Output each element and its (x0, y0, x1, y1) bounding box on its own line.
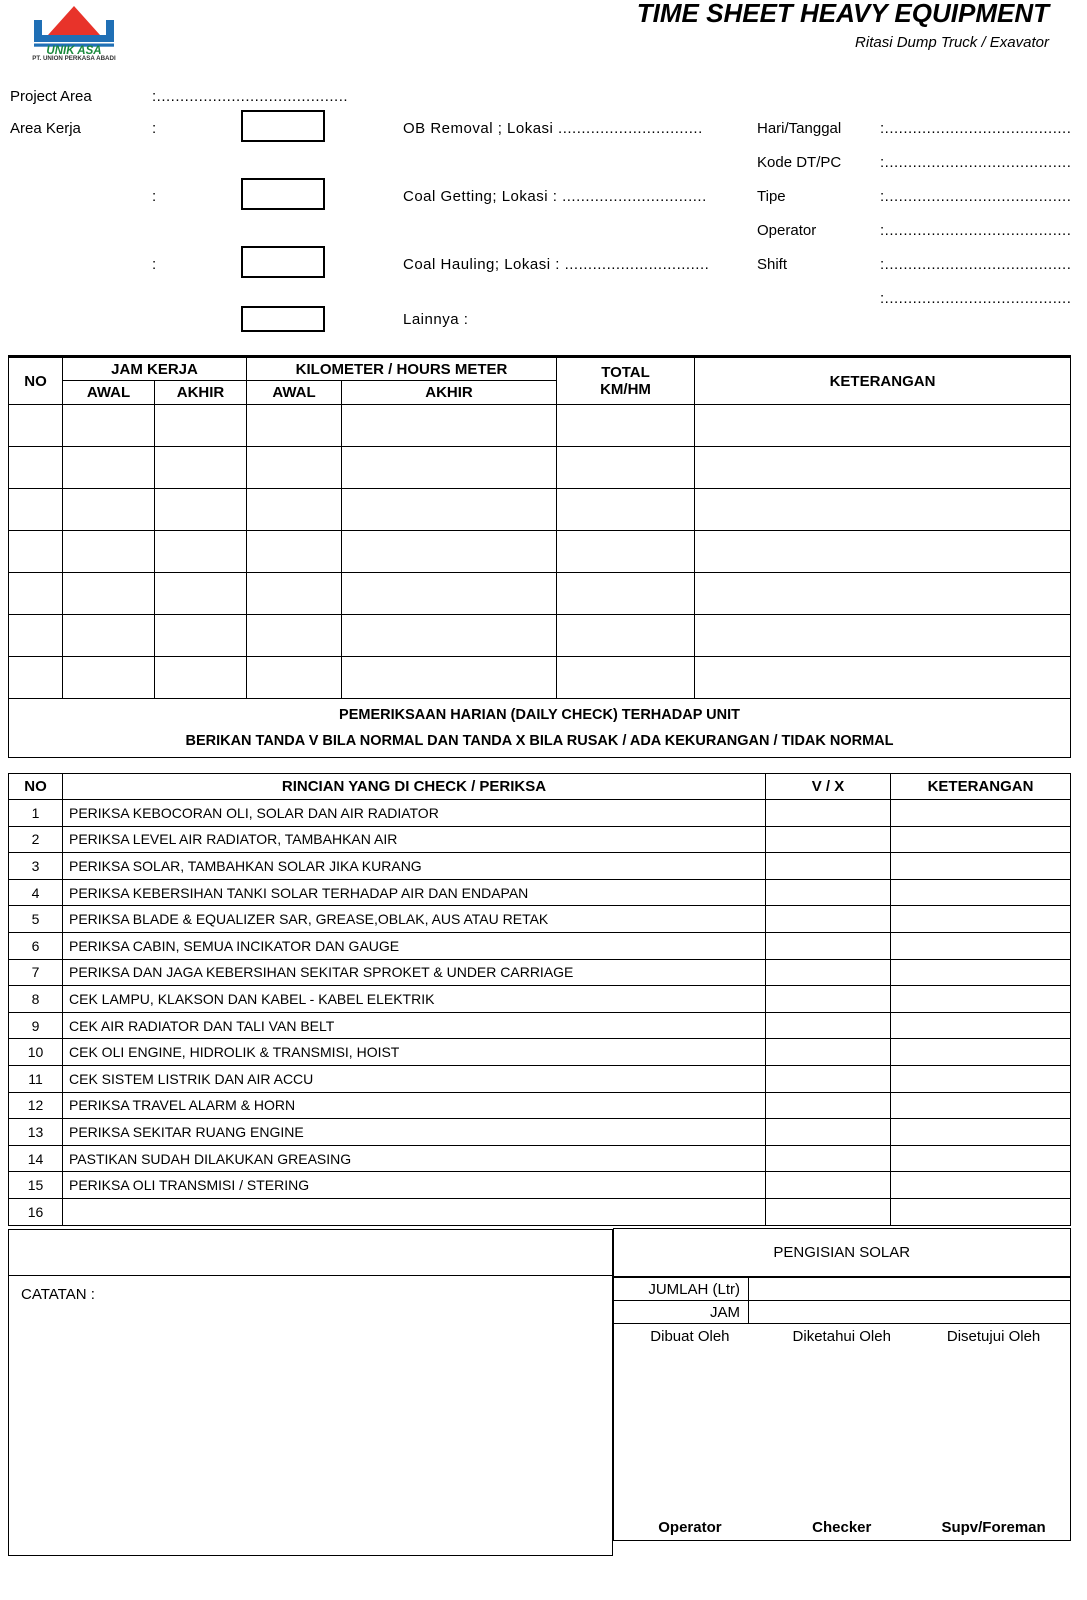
checklist-vx-input[interactable] (766, 1065, 891, 1092)
cell-km-akhir[interactable] (342, 405, 557, 447)
cell-km-akhir[interactable] (342, 531, 557, 573)
cell-total[interactable] (557, 405, 695, 447)
checklist-vx-input[interactable] (766, 1039, 891, 1066)
checklist-desc: CEK OLI ENGINE, HIDROLIK & TRANSMISI, HOIST (63, 1039, 766, 1066)
checklist-desc (63, 1198, 766, 1225)
cell-keterangan[interactable] (695, 531, 1071, 573)
cell-keterangan[interactable] (695, 489, 1071, 531)
document-subtitle: Ritasi Dump Truck / Exavator (855, 34, 1049, 52)
checklist-vx-input[interactable] (766, 1119, 891, 1146)
colon-3: : (152, 256, 157, 273)
chk-col-desc: RINCIAN YANG DI CHECK / PERIKSA (63, 774, 766, 800)
cell-jam-akhir[interactable] (155, 531, 247, 573)
checklist-no: 12 (9, 1092, 63, 1119)
checklist-keterangan-input[interactable] (891, 1065, 1071, 1092)
chk-col-ket: KETERANGAN (891, 774, 1071, 800)
field-ob-removal[interactable]: OB Removal ; Lokasi ............................... (403, 120, 703, 137)
checklist-row (9, 879, 1071, 906)
cell-total[interactable] (557, 447, 695, 489)
checklist-keterangan-input[interactable] (891, 959, 1071, 986)
checklist-keterangan-input[interactable] (891, 800, 1071, 827)
checklist-desc: PERIKSA KEBERSIHAN TANKI SOLAR TERHADAP AIR DAN ENDAPAN (63, 879, 766, 906)
value-kode-dt-pc[interactable]: :........................................ (880, 154, 1072, 171)
checklist-vx-input[interactable] (766, 1012, 891, 1039)
label-area-kerja: Area Kerja (10, 120, 81, 137)
sig-operator: Operator (658, 1519, 722, 1536)
signature-bottom-labels (614, 1519, 1070, 1536)
cell-jam-akhir[interactable] (155, 615, 247, 657)
cell-km-awal[interactable] (247, 447, 342, 489)
checklist-vx-input[interactable] (766, 879, 891, 906)
checklist-keterangan-input[interactable] (891, 1039, 1071, 1066)
daily-check-table (8, 773, 1071, 1226)
label-hari-tanggal: Hari/Tanggal (757, 120, 842, 137)
cell-km-akhir[interactable] (342, 657, 557, 699)
checklist-row (9, 986, 1071, 1013)
checklist-row (9, 853, 1071, 880)
checklist-no: 14 (9, 1145, 63, 1172)
cell-keterangan[interactable] (695, 405, 1071, 447)
cell-jam-akhir[interactable] (155, 657, 247, 699)
checklist-vx-input[interactable] (766, 1198, 891, 1225)
checkbox-coal-getting[interactable] (241, 178, 325, 210)
cell-no[interactable] (9, 405, 63, 447)
checklist-keterangan-input[interactable] (891, 1172, 1071, 1199)
checklist-row (9, 906, 1071, 933)
checklist-no: 16 (9, 1198, 63, 1225)
checklist-row (9, 1145, 1071, 1172)
col-total-line2: KM/HM (600, 381, 651, 398)
jam-value[interactable] (749, 1301, 1071, 1324)
label-tipe: Tipe (757, 188, 786, 205)
chk-col-vx: V / X (766, 774, 891, 800)
checklist-keterangan-input[interactable] (891, 879, 1071, 906)
chk-col-no: NO (9, 774, 63, 800)
checklist-desc: PERIKSA BLADE & EQUALIZER SAR, GREASE,OBLAK, AUS ATAU RETAK (63, 906, 766, 933)
checklist-no: 8 (9, 986, 63, 1013)
col-keterangan: KETERANGAN (695, 357, 1071, 405)
jumlah-label: JUMLAH (Ltr) (614, 1278, 749, 1301)
table-row (9, 657, 1071, 699)
checkbox-coal-hauling[interactable] (241, 246, 325, 278)
checklist-no: 7 (9, 959, 63, 986)
label-operator: Operator (757, 222, 817, 239)
checkbox-ob-removal[interactable] (241, 110, 325, 142)
cell-total[interactable] (557, 531, 695, 573)
checklist-keterangan-input[interactable] (891, 1012, 1071, 1039)
daily-check-rows (9, 800, 1071, 1226)
cell-jam-awal[interactable] (63, 615, 155, 657)
label-project-area: Project Area (10, 88, 92, 105)
banner-line-2: BERIKAN TANDA V BILA NORMAL DAN TANDA X BILA RUSAK / ADA KEKURANGAN / TIDAK NORMAL (185, 732, 894, 749)
col-group-jam-kerja: JAM KERJA (63, 357, 247, 381)
checklist-vx-input[interactable] (766, 986, 891, 1013)
checklist-no: 11 (9, 1065, 63, 1092)
value-shift[interactable]: :........................................ (880, 256, 1072, 273)
checklist-keterangan-input[interactable] (891, 853, 1071, 880)
checklist-desc: PERIKSA LEVEL AIR RADIATOR, TAMBAHKAN AIR (63, 826, 766, 853)
cell-keterangan[interactable] (695, 615, 1071, 657)
checklist-vx-input[interactable] (766, 1145, 891, 1172)
checklist-row (9, 1092, 1071, 1119)
cell-km-akhir[interactable] (342, 573, 557, 615)
col-km-awal: AWAL (247, 381, 342, 405)
checklist-row (9, 932, 1071, 959)
checklist-keterangan-input[interactable] (891, 826, 1071, 853)
cell-no[interactable] (9, 615, 63, 657)
signature-top-labels (614, 1328, 1070, 1345)
time-sheet-table (8, 355, 1071, 758)
checklist-keterangan-input[interactable] (891, 906, 1071, 933)
checklist-row (9, 1012, 1071, 1039)
checklist-row (9, 1065, 1071, 1092)
cell-no[interactable] (9, 447, 63, 489)
checklist-no: 5 (9, 906, 63, 933)
checklist-keterangan-input[interactable] (891, 986, 1071, 1013)
table-row (9, 573, 1071, 615)
checklist-row (9, 1172, 1071, 1199)
signature-row (614, 1324, 1071, 1541)
checklist-vx-input[interactable] (766, 932, 891, 959)
cell-no[interactable] (9, 657, 63, 699)
col-group-kilometer: KILOMETER / HOURS METER (247, 357, 557, 381)
checklist-vx-input[interactable] (766, 959, 891, 986)
checklist-desc: PERIKSA DAN JAGA KEBERSIHAN SEKITAR SPROKET & UNDER CARRIAGE (63, 959, 766, 986)
cell-total[interactable] (557, 573, 695, 615)
checklist-vx-input[interactable] (766, 1172, 891, 1199)
sig-disetujui-oleh: Disetujui Oleh (946, 1328, 1041, 1345)
checklist-vx-input[interactable] (766, 1092, 891, 1119)
checklist-keterangan-input[interactable] (891, 1092, 1071, 1119)
cell-km-awal[interactable] (247, 489, 342, 531)
colon-1: : (152, 120, 157, 137)
checklist-vx-input[interactable] (766, 800, 891, 827)
checkbox-lainnya[interactable] (241, 306, 325, 332)
banner-line-1: PEMERIKSAAN HARIAN (DAILY CHECK) TERHADAP UNIT (339, 707, 740, 723)
cell-jam-awal[interactable] (63, 657, 155, 699)
col-total-line1: TOTAL (601, 364, 650, 381)
checklist-keterangan-input[interactable] (891, 1198, 1071, 1225)
cell-total[interactable] (557, 489, 695, 531)
colon-2: : (152, 188, 157, 205)
table-header-row-1 (9, 357, 1071, 381)
cell-km-awal[interactable] (247, 531, 342, 573)
field-coal-hauling[interactable]: Coal Hauling; Lokasi : ............................... (403, 256, 710, 273)
table-row (9, 489, 1071, 531)
cell-no[interactable] (9, 573, 63, 615)
sig-dibuat-oleh: Dibuat Oleh (650, 1328, 730, 1345)
bottom-row-1 (8, 1229, 1071, 1277)
checklist-keterangan-input[interactable] (891, 1119, 1071, 1146)
signature-area (614, 1324, 1070, 1540)
page-header (0, 0, 1087, 78)
title-block (637, 0, 1049, 51)
jam-row (614, 1301, 1071, 1324)
checklist-desc: CEK AIR RADIATOR DAN TALI VAN BELT (63, 1012, 766, 1039)
catatan-field[interactable]: CATATAN : (9, 1275, 613, 1555)
checklist-row (9, 1039, 1071, 1066)
checklist-no: 13 (9, 1119, 63, 1146)
cell-jam-awal[interactable] (63, 489, 155, 531)
checklist-desc: CEK LAMPU, KLAKSON DAN KABEL - KABEL ELEKTRIK (63, 986, 766, 1013)
cell-km-awal[interactable] (247, 573, 342, 615)
field-lainnya[interactable]: Lainnya : (403, 311, 469, 328)
cell-jam-awal[interactable] (63, 531, 155, 573)
cell-jam-akhir[interactable] (155, 573, 247, 615)
field-coal-getting[interactable]: Coal Getting; Lokasi : ............................... (403, 188, 707, 205)
col-jam-akhir: AKHIR (155, 381, 247, 405)
cell-km-akhir[interactable] (342, 615, 557, 657)
value-hari-tanggal[interactable]: :........................................ (880, 120, 1072, 137)
bottom-section (8, 1228, 1071, 1556)
col-total-kmhm (557, 357, 695, 405)
checklist-no: 3 (9, 853, 63, 880)
cell-km-awal[interactable] (247, 405, 342, 447)
value-tipe[interactable]: :........................................ (880, 188, 1072, 205)
blank-cell-left (9, 1229, 613, 1275)
checklist-no: 6 (9, 932, 63, 959)
checklist-desc: PERIKSA SEKITAR RUANG ENGINE (63, 1119, 766, 1146)
value-extra[interactable]: :........................................ (880, 290, 1072, 307)
checklist-no: 4 (9, 879, 63, 906)
cell-no[interactable] (9, 531, 63, 573)
checklist-desc: PASTIKAN SUDAH DILAKUKAN GREASING (63, 1145, 766, 1172)
cell-km-akhir[interactable] (342, 447, 557, 489)
col-no: NO (9, 357, 63, 405)
checklist-no: 15 (9, 1172, 63, 1199)
label-kode-dt-pc: Kode DT/PC (757, 154, 842, 171)
daily-check-banner (9, 699, 1071, 758)
cell-jam-akhir[interactable] (155, 447, 247, 489)
value-operator[interactable]: :........................................ (880, 222, 1072, 239)
table-row (9, 405, 1071, 447)
cell-km-akhir[interactable] (342, 489, 557, 531)
checklist-vx-input[interactable] (766, 826, 891, 853)
checklist-no: 9 (9, 1012, 63, 1039)
cell-total[interactable] (557, 615, 695, 657)
checklist-desc: PERIKSA OLI TRANSMISI / STERING (63, 1172, 766, 1199)
cell-keterangan[interactable] (695, 573, 1071, 615)
cell-keterangan[interactable] (695, 447, 1071, 489)
pengisian-solar-header: PENGISIAN SOLAR (613, 1229, 1071, 1277)
checklist-row (9, 1198, 1071, 1225)
info-section (0, 78, 1087, 340)
document-title: TIME SHEET HEAVY EQUIPMENT (636, 0, 1049, 28)
daily-check-header-row (9, 774, 1071, 800)
checklist-row (9, 959, 1071, 986)
checklist-row (9, 1119, 1071, 1146)
table-row (9, 531, 1071, 573)
company-logo (14, 2, 134, 62)
jumlah-value[interactable] (749, 1278, 1071, 1301)
checklist-no: 2 (9, 826, 63, 853)
label-shift: Shift (757, 256, 788, 273)
value-project-area[interactable]: :......................................... (152, 88, 349, 105)
checklist-desc: PERIKSA KEBOCORAN OLI, SOLAR DAN AIR RADIATOR (63, 800, 766, 827)
checklist-vx-input[interactable] (766, 906, 891, 933)
jam-label: JAM (614, 1301, 749, 1324)
checklist-desc: PERIKSA CABIN, SEMUA INCIKATOR DAN GAUGE (63, 932, 766, 959)
checklist-desc: PERIKSA TRAVEL ALARM & HORN (63, 1092, 766, 1119)
table-row (9, 615, 1071, 657)
checklist-no: 10 (9, 1039, 63, 1066)
cell-jam-awal[interactable] (63, 405, 155, 447)
sig-supv-foreman: Supv/Foreman (941, 1519, 1046, 1536)
logo-wordmark: UNIK ASA (46, 45, 102, 57)
cell-jam-awal[interactable] (63, 573, 155, 615)
sig-diketahui-oleh: Diketahui Oleh (792, 1328, 891, 1345)
checklist-row (9, 826, 1071, 853)
logo-subtext: PT. UNION PERKASA ABADI (32, 55, 116, 62)
checklist-desc: PERIKSA SOLAR, TAMBAHKAN SOLAR JIKA KURANG (63, 853, 766, 880)
table-row (9, 447, 1071, 489)
col-km-akhir: AKHIR (342, 381, 557, 405)
cell-jam-awal[interactable] (63, 447, 155, 489)
cell-km-awal[interactable] (247, 615, 342, 657)
col-jam-awal: AWAL (63, 381, 155, 405)
cell-no[interactable] (9, 489, 63, 531)
time-sheet-rows (9, 405, 1071, 699)
checklist-desc: CEK SISTEM LISTRIK DAN AIR ACCU (63, 1065, 766, 1092)
checklist-keterangan-input[interactable] (891, 1145, 1071, 1172)
checklist-row (9, 800, 1071, 827)
sig-checker: Checker (812, 1519, 872, 1536)
checklist-no: 1 (9, 800, 63, 827)
checklist-keterangan-input[interactable] (891, 932, 1071, 959)
cell-keterangan[interactable] (695, 657, 1071, 699)
cell-km-awal[interactable] (247, 657, 342, 699)
cell-total[interactable] (557, 657, 695, 699)
cell-jam-akhir[interactable] (155, 489, 247, 531)
checklist-vx-input[interactable] (766, 853, 891, 880)
cell-jam-akhir[interactable] (155, 405, 247, 447)
jumlah-row (614, 1278, 1071, 1301)
